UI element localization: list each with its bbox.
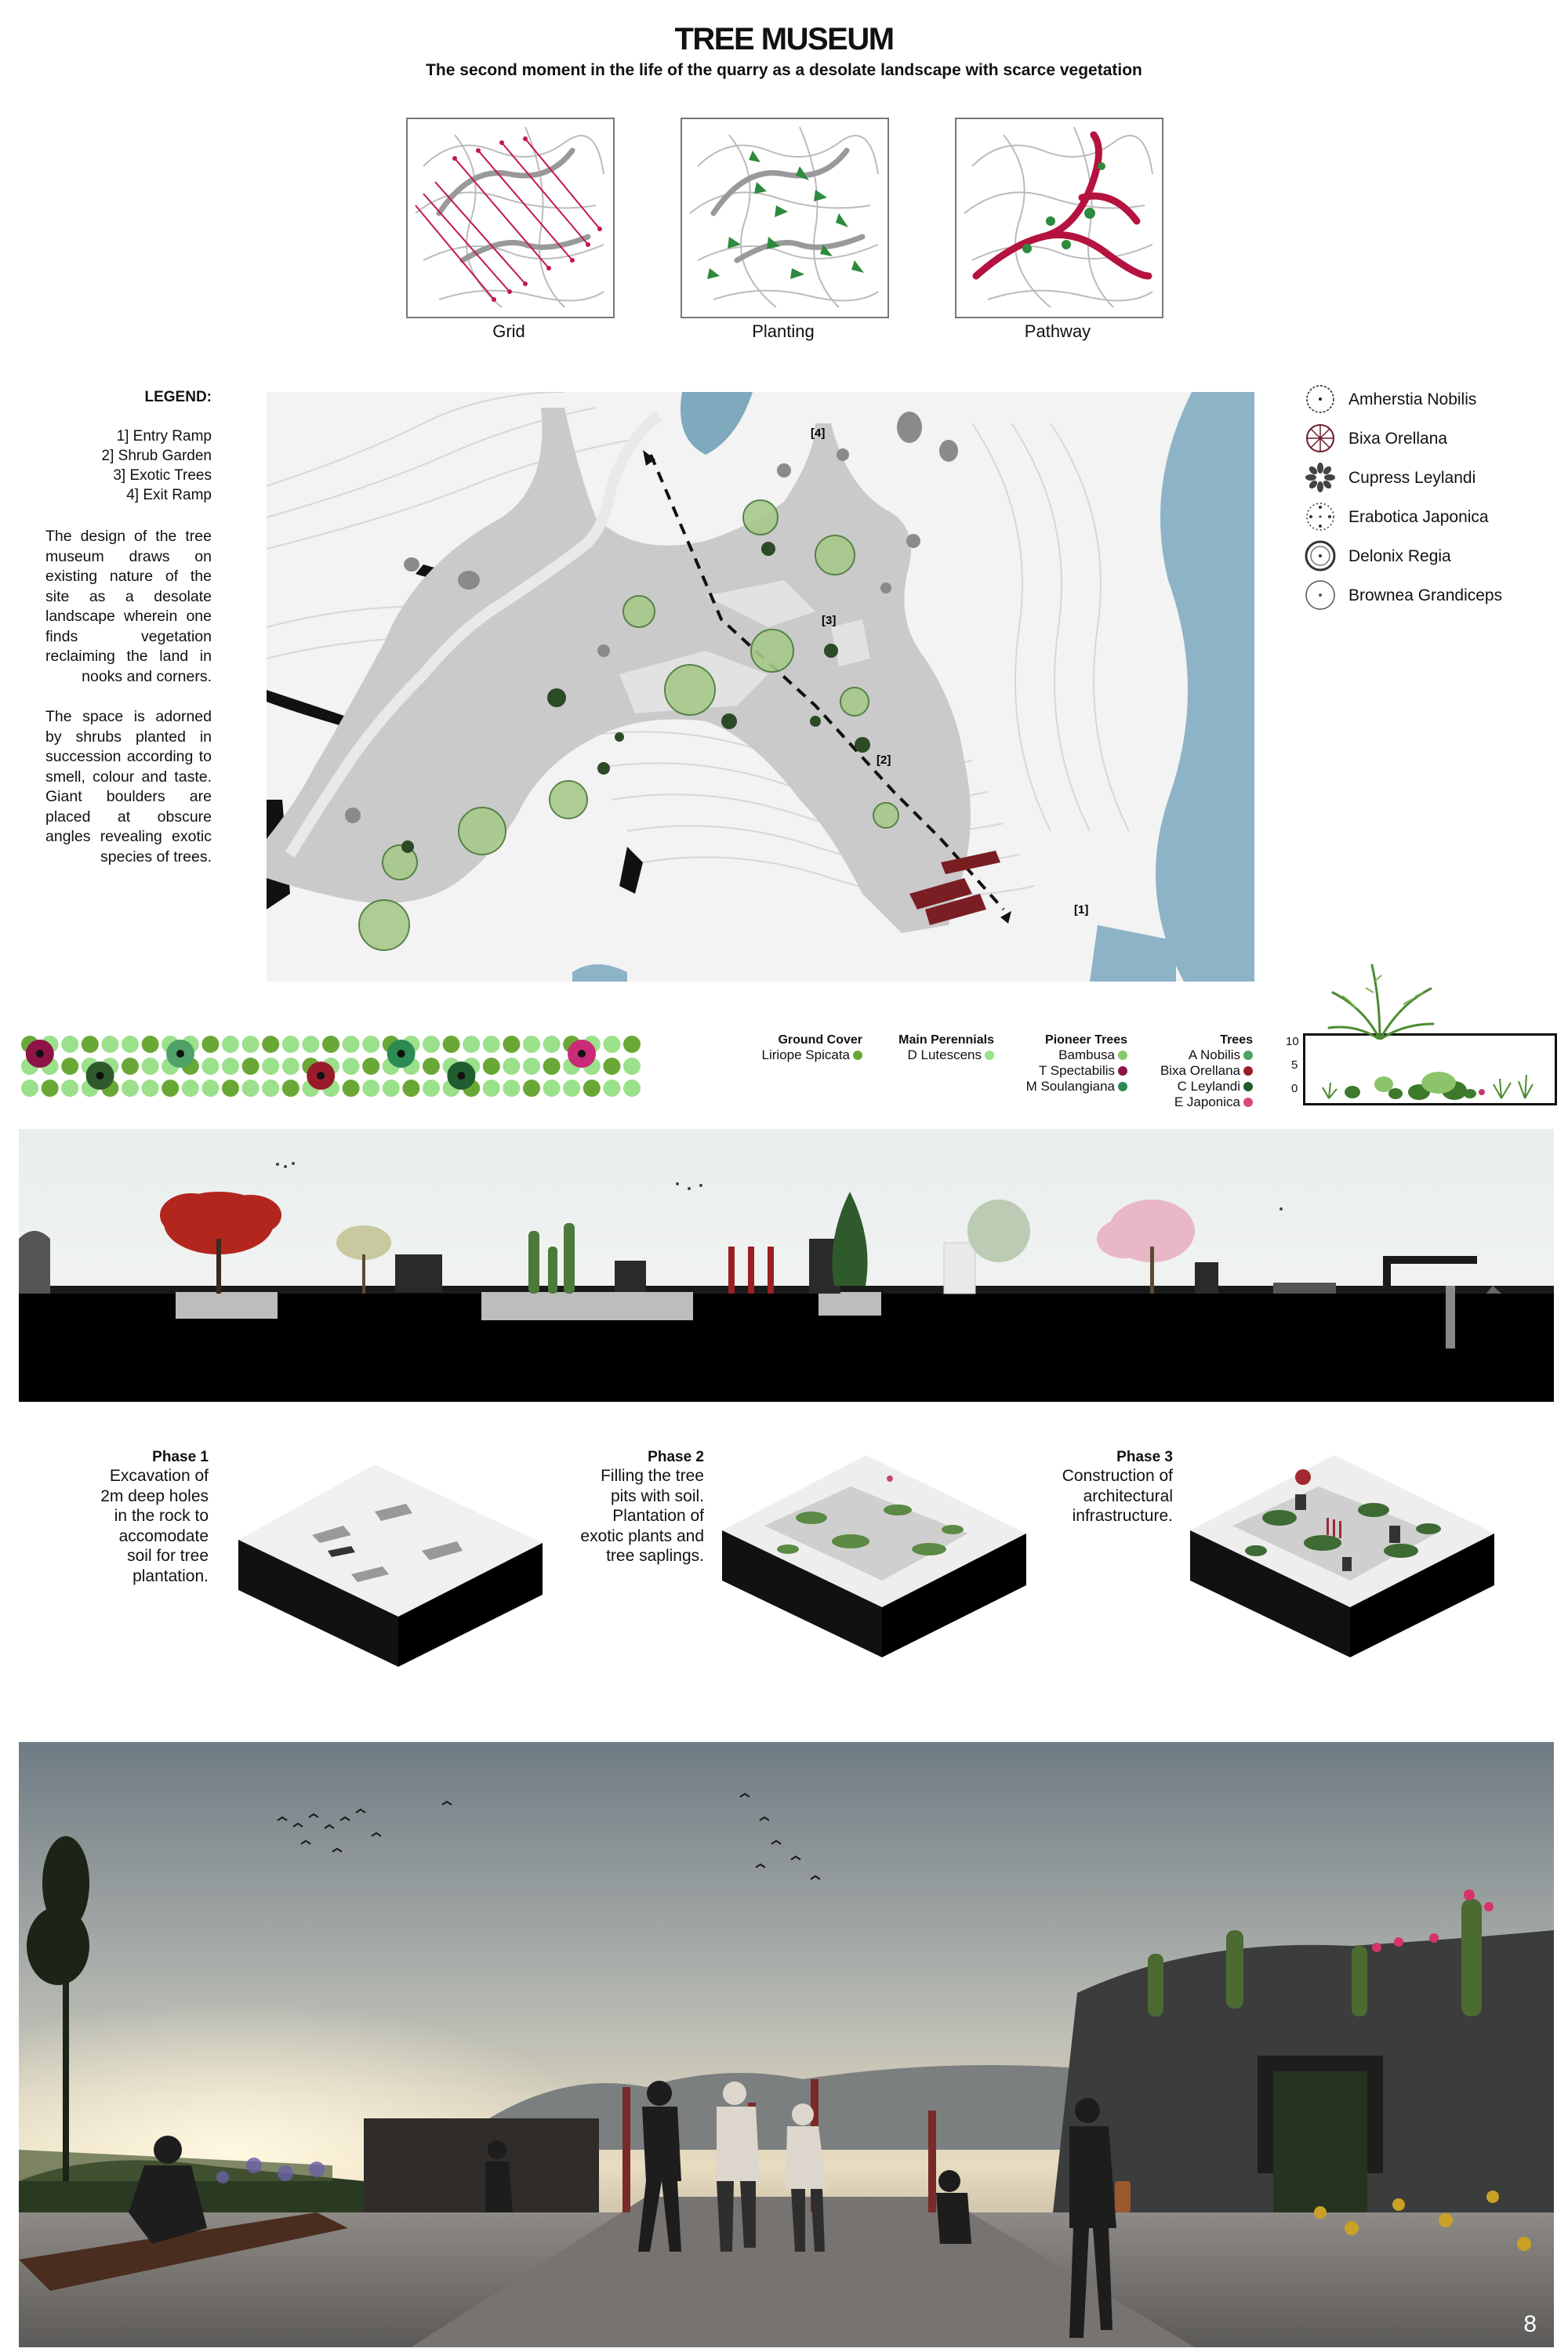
height-tick-5: 5 (1291, 1058, 1298, 1072)
planting-dot (423, 1058, 440, 1075)
planting-dot (61, 1058, 78, 1075)
pioneer-item-t-spectabilis: T Spectabilis (996, 1063, 1127, 1079)
phase-2-heading: Phase 2 (648, 1449, 704, 1465)
planting-dot (262, 1080, 279, 1097)
planting-dot (122, 1058, 139, 1075)
planting-dot (423, 1036, 440, 1053)
ground-cover-heading: Ground Cover (778, 1033, 862, 1047)
planting-tree-dot-center (176, 1050, 184, 1058)
plan-marker-2: [2] (877, 753, 891, 767)
pioneer-trees-heading: Pioneer Trees (1045, 1033, 1127, 1047)
fern-illustration (1325, 961, 1435, 1040)
phase-3-heading: Phase 3 (1116, 1449, 1173, 1465)
tree-legend-delonix: Delonix Regia (1303, 540, 1562, 572)
planting-dot (503, 1036, 520, 1053)
planting-tree-dot-center (36, 1050, 44, 1058)
site-plan (267, 392, 1254, 982)
phase-1-heading: Phase 1 (152, 1449, 209, 1465)
legend-item-entry-ramp: 1] Entry Ramp (116, 428, 212, 445)
trees-legend (1129, 1033, 1253, 1110)
erabotica-symbol-icon (1303, 501, 1339, 532)
height-tick-0: 0 (1291, 1082, 1298, 1095)
plan-marker-1: [1] (1074, 903, 1089, 916)
planting-dot (242, 1080, 260, 1097)
planting-dot (242, 1058, 260, 1075)
legend-item-exotic-trees: 3] Exotic Trees (113, 467, 212, 484)
phase-2-text: Phase 2 Filling the tree pits with soil. Plantation of exotic plants and tree saplings. (549, 1449, 704, 1566)
planting-dot (122, 1080, 139, 1097)
planting-dot (483, 1036, 500, 1053)
page-number: 8 (1523, 2311, 1537, 2337)
planting-dot (463, 1036, 480, 1053)
grid-diagram (406, 118, 615, 318)
planting-dot (282, 1058, 299, 1075)
brownea-symbol-icon (1303, 579, 1339, 611)
planting-dot (523, 1036, 540, 1053)
planting-dot (222, 1080, 239, 1097)
delonix-symbol-icon (1303, 540, 1339, 572)
planting-dot (443, 1036, 460, 1053)
planting-dot (201, 1080, 219, 1097)
planting-dot (21, 1080, 38, 1097)
planting-dot (82, 1036, 99, 1053)
planting-dot (322, 1036, 339, 1053)
tree-legend-brownea: Brownea Grandiceps (1303, 579, 1562, 611)
description-paragraph-2: The space is adorned by shrubs planted in succession according to smell, colour and taste. Giant boulders are placed at obscure angles revealing exotic species of trees. (45, 708, 212, 866)
planting-dot (543, 1036, 561, 1053)
planting-dot (503, 1058, 520, 1075)
planting-tree-dot-center (578, 1050, 586, 1058)
phase-3-axonometric (1185, 1447, 1499, 1659)
main-perennials-heading: Main Perennials (898, 1033, 994, 1047)
bixa-symbol-icon (1303, 423, 1339, 454)
plan-marker-4: [4] (811, 426, 826, 440)
planting-dot (343, 1080, 360, 1097)
planting-dot (343, 1036, 360, 1053)
tree-legend-amherstia: Amherstia Nobilis (1303, 383, 1562, 415)
planting-dot (402, 1080, 419, 1097)
planting-pattern (19, 1033, 646, 1101)
planting-dot (362, 1036, 379, 1053)
page-title: TREE MUSEUM (674, 22, 894, 56)
planting-dot (302, 1036, 319, 1053)
page-subtitle: The second moment in the life of the quarry as a desolate landscape with scarce vegetation (426, 61, 1142, 79)
planting-dot (623, 1036, 641, 1053)
cupress-symbol-icon (1303, 462, 1339, 493)
tree-legend-bixa: Bixa Orellana (1303, 423, 1562, 454)
description-paragraph-1: The design of the tree museum draws on existing nature of the site as a desolate landscape wherein one finds vegetation reclaiming the land in nooks and corners. (45, 528, 212, 685)
pathway-diagram (955, 118, 1163, 318)
planting-dot (543, 1080, 561, 1097)
legend-item-shrub-garden: 2] Shrub Garden (101, 448, 212, 464)
main-perennials-legend (870, 1033, 994, 1063)
planting-dot (282, 1036, 299, 1053)
planting-dot (142, 1080, 159, 1097)
planting-dot (282, 1080, 299, 1097)
planting-dot (603, 1080, 620, 1097)
ground-cover-legend (737, 1033, 862, 1063)
planting-dot (362, 1080, 379, 1097)
phase-1-axonometric (234, 1457, 547, 1668)
planting-dot (201, 1058, 219, 1075)
planting-dot (262, 1058, 279, 1075)
planting-dot (262, 1036, 279, 1053)
phase-1-text: Phase 1 Excavation of 2m deep holes in the rock to accomodate soil for tree plantation. (45, 1449, 209, 1586)
planting-tree-dot-center (317, 1072, 325, 1080)
planting-dot (222, 1058, 239, 1075)
pathway-diagram-label: Pathway (1024, 321, 1091, 341)
ground-cover-item: Liriope Spicata (737, 1047, 862, 1063)
grid-diagram-label: Grid (492, 321, 525, 341)
plant-height-chart (1303, 1033, 1557, 1105)
planting-dot (362, 1058, 379, 1075)
planting-tree-dot-center (457, 1072, 465, 1080)
perspective-render (19, 1742, 1554, 2347)
planting-dot (563, 1080, 580, 1097)
main-perennials-swatch (985, 1051, 994, 1060)
planting-dot (142, 1036, 159, 1053)
legend-item-exit-ramp: 4] Exit Ramp (126, 487, 212, 503)
planting-dot (182, 1080, 199, 1097)
planting-dot (423, 1080, 440, 1097)
planting-dot (242, 1036, 260, 1053)
planting-dot (543, 1058, 561, 1075)
planting-dot (61, 1036, 78, 1053)
pioneer-item-m-soulangiana: M Soulangiana (996, 1079, 1127, 1094)
planting-dot (623, 1058, 641, 1075)
planting-dot (122, 1036, 139, 1053)
planting-tree-dot-center (96, 1072, 104, 1080)
planting-dot (523, 1058, 540, 1075)
phase-2-axonometric (717, 1447, 1031, 1659)
planting-dot (222, 1036, 239, 1053)
planting-dot (162, 1080, 179, 1097)
planting-diagram (681, 118, 889, 318)
height-tick-10: 10 (1286, 1035, 1299, 1048)
planting-dot (483, 1080, 500, 1097)
trees-heading: Trees (1220, 1033, 1253, 1047)
trees-item-e-japonica: E Japonica (1129, 1094, 1253, 1110)
planting-dot (142, 1058, 159, 1075)
planting-dot (603, 1058, 620, 1075)
planting-dot (101, 1036, 118, 1053)
ground-cover-swatch (853, 1051, 862, 1060)
planting-dot (583, 1080, 601, 1097)
planting-dot (623, 1080, 641, 1097)
planting-dot (42, 1080, 59, 1097)
pioneer-trees-legend (996, 1033, 1127, 1094)
planting-dot (603, 1036, 620, 1053)
planting-dot (201, 1036, 219, 1053)
trees-item-a-nobilis: A Nobilis (1129, 1047, 1253, 1063)
planting-dot (523, 1080, 540, 1097)
phase-3-text: Phase 3 Construction of architectural infrastructure. (1019, 1449, 1173, 1526)
tree-legend-erabotica: Erabotica Japonica (1303, 501, 1562, 532)
planting-dot (503, 1080, 520, 1097)
pioneer-item-bambusa: Bambusa (996, 1047, 1127, 1063)
site-section (19, 1129, 1554, 1402)
trees-item-bixa-orellana: Bixa Orellana (1129, 1063, 1253, 1079)
planting-dot (343, 1058, 360, 1075)
amherstia-symbol-icon (1303, 383, 1339, 415)
legend-heading: LEGEND: (144, 389, 212, 405)
tree-legend-cupress: Cupress Leylandi (1303, 462, 1562, 493)
plan-marker-3: [3] (822, 614, 837, 627)
main-perennials-item: D Lutescens (870, 1047, 994, 1063)
planting-dot (483, 1058, 500, 1075)
planting-dot (61, 1080, 78, 1097)
planting-dot (383, 1080, 400, 1097)
planting-tree-dot-center (397, 1050, 405, 1058)
trees-item-c-leylandi: C Leylandi (1129, 1079, 1253, 1094)
planting-diagram-label: Planting (752, 321, 815, 341)
